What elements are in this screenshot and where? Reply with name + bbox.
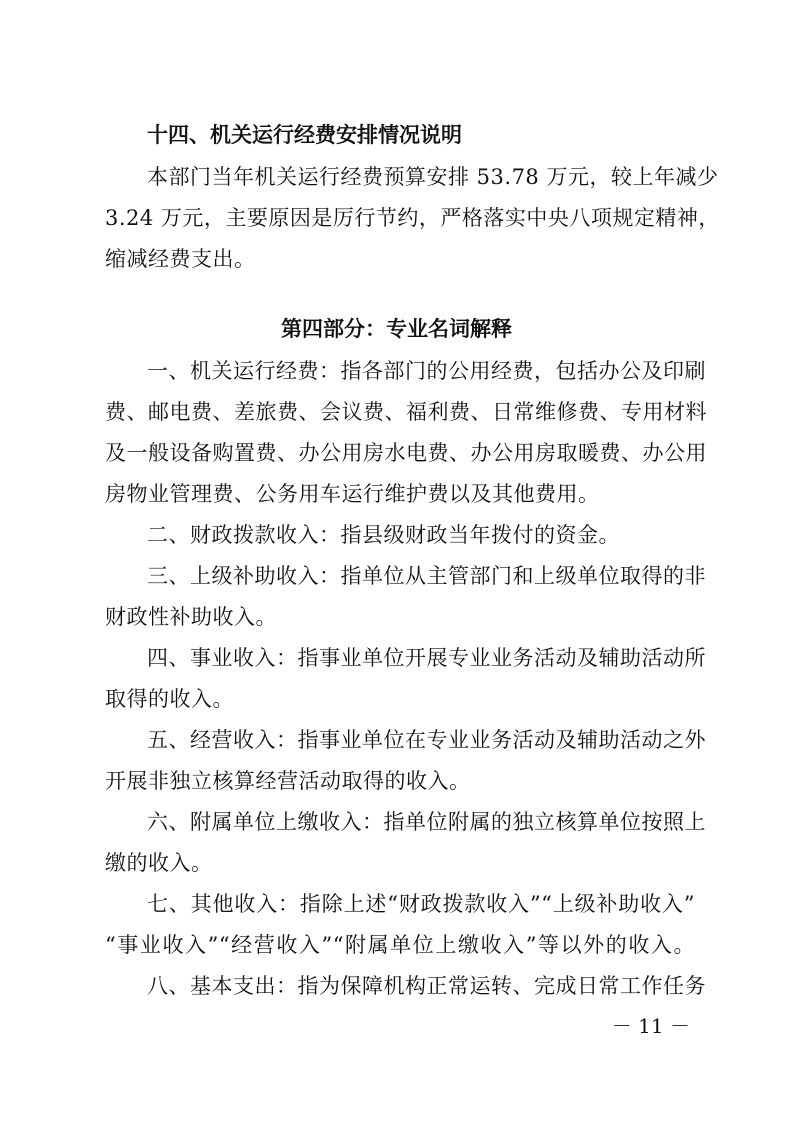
paragraph-line: 开展非独立核算经营活动取得的收入。: [105, 769, 471, 793]
paragraph-line: 房物业管理费、公务用车运行维护费以及其他费用。: [105, 482, 600, 506]
paragraph-line: 及一般设备购置费、办公用房水电费、办公用房取暖费、办公用: [105, 441, 707, 465]
part-title: 第四部分：专业名词解释: [281, 316, 512, 341]
paragraph-line: 财政性补助收入。: [105, 605, 277, 629]
paragraph-line: 三、上级补助收入：指单位从主管部门和上级单位取得的非: [147, 564, 706, 588]
paragraph-line: 取得的收入。: [105, 687, 234, 711]
paragraph-line: 费、邮电费、差旅费、会议费、福利费、日常维修费、专用材料: [105, 400, 707, 424]
paragraph-line: 缩减经费支出。: [105, 247, 256, 271]
paragraph-line: 二、财政拨款收入：指县级财政当年拨付的资金。: [147, 523, 620, 547]
paragraph-line: 缴的收入。: [105, 851, 213, 875]
paragraph-line: 本部门当年机关运行经费预算安排 53.78 万元，较上年减少: [147, 165, 719, 189]
paragraph-line: 七、其他收入：指除上述“财政拨款收入”“上级补助收入”: [147, 892, 695, 916]
paragraph-line: 一、机关运行经费：指各部门的公用经费，包括办公及印刷: [147, 359, 706, 383]
paragraph-line: 3.24 万元，主要原因是厉行节约，严格落实中央八项规定精神，: [105, 206, 720, 230]
paragraph-line: 八、基本支出：指为保障机构正常运转、完成日常工作任务: [147, 974, 706, 998]
page-number: － 11 －: [611, 1014, 690, 1038]
paragraph-line: “事业收入”“经营收入”“附属单位上缴收入”等以外的收入。: [105, 933, 695, 957]
paragraph-line: 五、经营收入：指事业单位在专业业务活动及辅助活动之外: [147, 728, 706, 752]
section-heading: 十四、机关运行经费安排情况说明: [147, 123, 462, 147]
paragraph-line: 六、附属单位上缴收入：指单位附属的独立核算单位按照上: [147, 810, 706, 834]
paragraph-line: 四、事业收入：指事业单位开展专业业务活动及辅助活动所: [147, 646, 706, 670]
